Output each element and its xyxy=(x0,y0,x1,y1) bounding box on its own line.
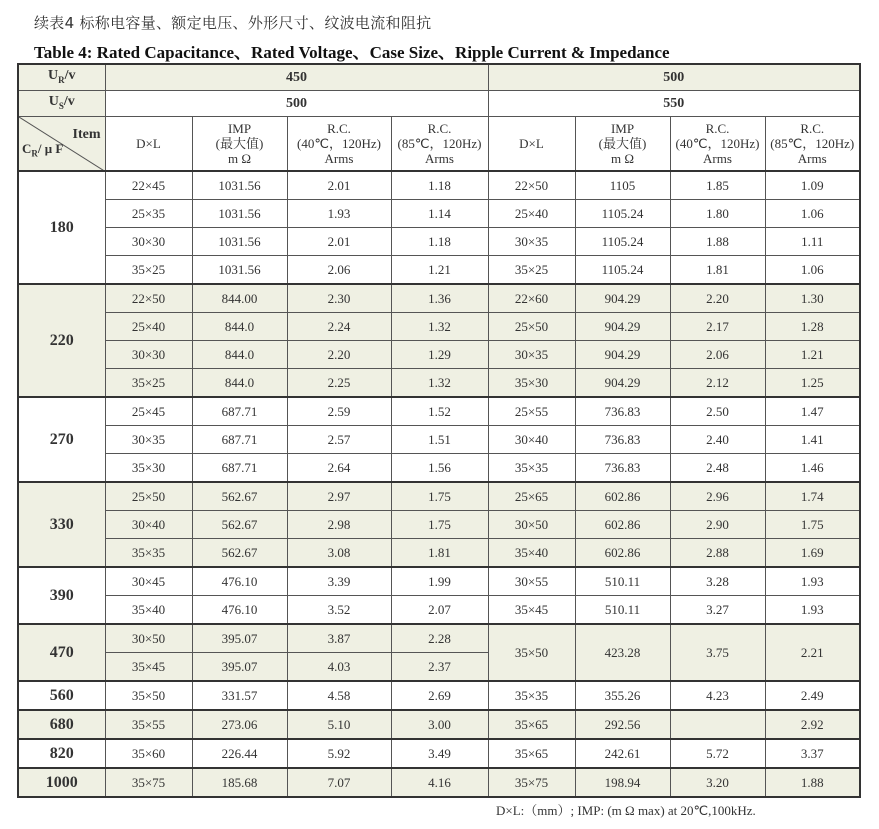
capacitance-cell: 680 xyxy=(18,710,105,739)
table-cell: 35×45 xyxy=(105,653,192,682)
table-row xyxy=(18,313,860,341)
table-cell: 3.52 xyxy=(287,596,391,625)
table-cell: 844.0 xyxy=(192,369,287,398)
table-cell: 904.29 xyxy=(575,341,670,369)
table-cell: 1.88 xyxy=(670,228,765,256)
table-cell: 22×50 xyxy=(488,171,575,200)
rc40-header-right: R.C. (40℃，120Hz) Arms xyxy=(670,117,765,172)
table-cell: 510.11 xyxy=(575,567,670,596)
table-cell: 5.10 xyxy=(287,710,391,739)
table-cell: 1.32 xyxy=(391,369,488,398)
us-value-left: 500 xyxy=(105,91,488,117)
capacitance-cell: 270 xyxy=(18,397,105,482)
table-cell: 292.56 xyxy=(575,710,670,739)
table-cell: 3.28 xyxy=(670,567,765,596)
table-cell: 25×35 xyxy=(105,200,192,228)
table-cell: 22×45 xyxy=(105,171,192,200)
table-row xyxy=(18,739,860,768)
table-cell: 687.71 xyxy=(192,454,287,483)
table-cell: 844.0 xyxy=(192,341,287,369)
capacitance-cell: 820 xyxy=(18,739,105,768)
table-cell: 35×30 xyxy=(488,369,575,398)
table-row xyxy=(18,341,860,369)
table-cell: 2.17 xyxy=(670,313,765,341)
rc85-header-left: R.C. (85℃，120Hz) Arms xyxy=(391,117,488,172)
table-cell: 1.74 xyxy=(765,482,860,511)
table-cell: 35×35 xyxy=(488,454,575,483)
cr-label: $C_R/$ μ F xyxy=(22,141,64,159)
table-row xyxy=(18,482,860,511)
table-cell: 1.75 xyxy=(765,511,860,539)
table-cell: 198.94 xyxy=(575,768,670,797)
table-cell-merged: 2.21 xyxy=(765,624,860,681)
imp-header-left: IMP (最大值) m Ω xyxy=(192,117,287,172)
table-cell-merged: 3.75 xyxy=(670,624,765,681)
table-cell: 2.98 xyxy=(287,511,391,539)
us-value-right: 550 xyxy=(488,91,860,117)
table-cell: 904.29 xyxy=(575,369,670,398)
table-cell: 5.92 xyxy=(287,739,391,768)
table-cell: 273.06 xyxy=(192,710,287,739)
table-cell: 4.03 xyxy=(287,653,391,682)
table-row xyxy=(18,624,860,653)
table-cell: 30×35 xyxy=(488,228,575,256)
table-row xyxy=(18,256,860,285)
table-cell: 35×75 xyxy=(105,768,192,797)
table-cell: 1105.24 xyxy=(575,228,670,256)
footnote: D×L:（mm）; IMP: (m Ω max) at 20℃,100kHz. xyxy=(496,803,756,818)
table-cell: 30×50 xyxy=(105,624,192,653)
table-cell: 1.93 xyxy=(765,596,860,625)
table-cell: 2.25 xyxy=(287,369,391,398)
table-cell: 1.18 xyxy=(391,228,488,256)
table-cell: 35×40 xyxy=(105,596,192,625)
table-cell: 2.97 xyxy=(287,482,391,511)
table-cell: 355.26 xyxy=(575,681,670,710)
table-cell: 3.20 xyxy=(670,768,765,797)
table-cell: 1.56 xyxy=(391,454,488,483)
table-cell: 35×35 xyxy=(105,539,192,568)
table-cell: 3.87 xyxy=(287,624,391,653)
table-cell: 35×50 xyxy=(105,681,192,710)
table-row xyxy=(18,539,860,568)
table-cell: 35×25 xyxy=(488,256,575,285)
table-cell: 30×35 xyxy=(488,341,575,369)
capacitance-cell: 180 xyxy=(18,171,105,284)
table-cell: 395.07 xyxy=(192,624,287,653)
table-cell: 476.10 xyxy=(192,567,287,596)
table-cell: 1.36 xyxy=(391,284,488,313)
spec-table xyxy=(17,63,861,798)
table-title-chinese: 续表4 标称电容量、额定电压、外形尺寸、纹波电流和阻抗 xyxy=(34,14,432,32)
table-cell: 4.23 xyxy=(670,681,765,710)
table-cell: 736.83 xyxy=(575,426,670,454)
dl-header-right: D×L xyxy=(488,117,575,172)
capacitance-cell: 330 xyxy=(18,482,105,567)
capacitance-cell: 1000 xyxy=(18,768,105,797)
table-cell: 1.32 xyxy=(391,313,488,341)
table-cell: 1.99 xyxy=(391,567,488,596)
table-cell: 25×40 xyxy=(105,313,192,341)
table-cell: 2.30 xyxy=(287,284,391,313)
table-cell: 1.25 xyxy=(765,369,860,398)
table-cell: 2.06 xyxy=(287,256,391,285)
table-cell: 1.14 xyxy=(391,200,488,228)
table-cell: 3.39 xyxy=(287,567,391,596)
table-cell: 3.27 xyxy=(670,596,765,625)
table-cell: 904.29 xyxy=(575,284,670,313)
table-cell: 1.85 xyxy=(670,171,765,200)
table-cell: 1.09 xyxy=(765,171,860,200)
table-cell: 35×25 xyxy=(105,256,192,285)
table-cell: 5.72 xyxy=(670,739,765,768)
column-header-row xyxy=(18,117,860,172)
table-cell: 1.69 xyxy=(765,539,860,568)
ur-value-right: 500 xyxy=(488,64,860,91)
table-row xyxy=(18,511,860,539)
table-cell: 35×65 xyxy=(488,739,575,768)
table-cell-merged: 35×50 xyxy=(488,624,575,681)
table-cell: 395.07 xyxy=(192,653,287,682)
table-cell: 904.29 xyxy=(575,313,670,341)
table-cell: 30×35 xyxy=(105,426,192,454)
table-row xyxy=(18,454,860,483)
table-cell: 736.83 xyxy=(575,397,670,426)
table-cell: 185.68 xyxy=(192,768,287,797)
table-cell: 2.24 xyxy=(287,313,391,341)
table-cell: 2.96 xyxy=(670,482,765,511)
table-cell: 2.50 xyxy=(670,397,765,426)
table-cell: 3.49 xyxy=(391,739,488,768)
table-cell: 35×55 xyxy=(105,710,192,739)
table-row xyxy=(18,284,860,313)
table-cell: 844.00 xyxy=(192,284,287,313)
table-cell: 2.48 xyxy=(670,454,765,483)
ur-label: $U_R/v$ xyxy=(18,64,105,91)
table-cell: 1031.56 xyxy=(192,228,287,256)
table-cell: 4.58 xyxy=(287,681,391,710)
table-cell: 1031.56 xyxy=(192,171,287,200)
table-cell: 2.01 xyxy=(287,171,391,200)
table-row xyxy=(18,171,860,200)
table-row xyxy=(18,596,860,625)
table-row xyxy=(18,228,860,256)
table-cell: 1.11 xyxy=(765,228,860,256)
table-cell: 844.0 xyxy=(192,313,287,341)
table-cell: 1.93 xyxy=(765,567,860,596)
table-cell: 25×50 xyxy=(105,482,192,511)
table-cell: 1.88 xyxy=(765,768,860,797)
table-cell: 2.28 xyxy=(391,624,488,653)
table-cell: 1.93 xyxy=(287,200,391,228)
table-cell: 1.41 xyxy=(765,426,860,454)
table-cell: 35×35 xyxy=(488,681,575,710)
table-cell: 2.49 xyxy=(765,681,860,710)
table-cell: 2.20 xyxy=(287,341,391,369)
table-cell: 1.75 xyxy=(391,511,488,539)
table-cell: 1.47 xyxy=(765,397,860,426)
item-capacitance-header xyxy=(18,117,105,172)
table-cell-merged: 423.28 xyxy=(575,624,670,681)
table-row xyxy=(18,681,860,710)
table-cell: 1.18 xyxy=(391,171,488,200)
table-cell: 2.06 xyxy=(670,341,765,369)
table-cell: 35×30 xyxy=(105,454,192,483)
capacitance-cell: 390 xyxy=(18,567,105,624)
table-cell: 30×40 xyxy=(105,511,192,539)
table-cell: 2.07 xyxy=(391,596,488,625)
table-cell: 4.16 xyxy=(391,768,488,797)
ur-value-left: 450 xyxy=(105,64,488,91)
table-cell: 30×50 xyxy=(488,511,575,539)
table-cell: 30×55 xyxy=(488,567,575,596)
table-cell: 1.80 xyxy=(670,200,765,228)
table-cell: 25×65 xyxy=(488,482,575,511)
table-cell: 687.71 xyxy=(192,426,287,454)
table-cell: 30×30 xyxy=(105,341,192,369)
table-cell xyxy=(670,710,765,739)
table-cell: 3.00 xyxy=(391,710,488,739)
table-cell: 1105.24 xyxy=(575,200,670,228)
table-cell: 2.37 xyxy=(391,653,488,682)
capacitance-cell: 470 xyxy=(18,624,105,681)
table-cell: 1031.56 xyxy=(192,200,287,228)
table-cell: 1.46 xyxy=(765,454,860,483)
table-cell: 1.06 xyxy=(765,256,860,285)
table-cell: 1.30 xyxy=(765,284,860,313)
table-cell: 30×40 xyxy=(488,426,575,454)
capacitance-cell: 560 xyxy=(18,681,105,710)
table-cell: 1.29 xyxy=(391,341,488,369)
table-cell: 602.86 xyxy=(575,482,670,511)
table-cell: 2.12 xyxy=(670,369,765,398)
table-title-english: Table 4: Rated Capacitance、Rated Voltage、Case Size、Ripple Current & Impedance xyxy=(34,43,670,62)
table-cell: 1.81 xyxy=(391,539,488,568)
rc40-header-left: R.C. (40℃，120Hz) Arms xyxy=(287,117,391,172)
table-cell: 602.86 xyxy=(575,539,670,568)
table-cell: 35×45 xyxy=(488,596,575,625)
table-cell: 2.69 xyxy=(391,681,488,710)
table-row xyxy=(18,710,860,739)
table-cell: 1.51 xyxy=(391,426,488,454)
table-row xyxy=(18,567,860,596)
table-cell: 1.52 xyxy=(391,397,488,426)
table-cell: 25×55 xyxy=(488,397,575,426)
table-cell: 7.07 xyxy=(287,768,391,797)
table-cell: 35×40 xyxy=(488,539,575,568)
table-cell: 331.57 xyxy=(192,681,287,710)
table-cell: 1.75 xyxy=(391,482,488,511)
table-cell: 22×60 xyxy=(488,284,575,313)
table-cell: 602.86 xyxy=(575,511,670,539)
surge-voltage-row xyxy=(18,91,860,117)
table-cell: 2.57 xyxy=(287,426,391,454)
table-cell: 35×65 xyxy=(488,710,575,739)
table-cell: 1.81 xyxy=(670,256,765,285)
table-cell: 562.67 xyxy=(192,539,287,568)
rated-voltage-row xyxy=(18,64,860,91)
table-cell: 687.71 xyxy=(192,397,287,426)
table-cell: 25×50 xyxy=(488,313,575,341)
table-cell: 2.88 xyxy=(670,539,765,568)
table-cell: 35×60 xyxy=(105,739,192,768)
table-cell: 2.40 xyxy=(670,426,765,454)
table-cell: 1.06 xyxy=(765,200,860,228)
table-cell: 476.10 xyxy=(192,596,287,625)
rc85-header-right: R.C. (85℃，120Hz) Arms xyxy=(765,117,860,172)
table-row xyxy=(18,426,860,454)
table-cell: 736.83 xyxy=(575,454,670,483)
table-cell: 30×45 xyxy=(105,567,192,596)
table-row xyxy=(18,200,860,228)
table-cell: 30×30 xyxy=(105,228,192,256)
capacitance-cell: 220 xyxy=(18,284,105,397)
table-cell: 1031.56 xyxy=(192,256,287,285)
table-cell: 2.92 xyxy=(765,710,860,739)
us-label: $U_S/v$ xyxy=(18,91,105,117)
table-cell: 35×25 xyxy=(105,369,192,398)
table-cell: 3.08 xyxy=(287,539,391,568)
table-cell: 3.37 xyxy=(765,739,860,768)
table-cell: 1105 xyxy=(575,171,670,200)
table-cell: 35×75 xyxy=(488,768,575,797)
table-cell: 510.11 xyxy=(575,596,670,625)
table-cell: 226.44 xyxy=(192,739,287,768)
table-cell: 1.21 xyxy=(391,256,488,285)
table-cell: 2.20 xyxy=(670,284,765,313)
table-row xyxy=(18,369,860,398)
table-cell: 22×50 xyxy=(105,284,192,313)
imp-header-right: IMP (最大值) m Ω xyxy=(575,117,670,172)
table-row xyxy=(18,397,860,426)
table-cell: 2.01 xyxy=(287,228,391,256)
table-cell: 1105.24 xyxy=(575,256,670,285)
table-cell: 242.61 xyxy=(575,739,670,768)
item-label: Item xyxy=(72,127,101,142)
table-cell: 2.64 xyxy=(287,454,391,483)
table-cell: 25×45 xyxy=(105,397,192,426)
table-cell: 2.90 xyxy=(670,511,765,539)
table-cell: 562.67 xyxy=(192,482,287,511)
table-cell: 1.28 xyxy=(765,313,860,341)
table-row xyxy=(18,768,860,797)
table-cell: 562.67 xyxy=(192,511,287,539)
table-cell: 2.59 xyxy=(287,397,391,426)
table-cell: 1.21 xyxy=(765,341,860,369)
dl-header-left: D×L xyxy=(105,117,192,172)
table-cell: 25×40 xyxy=(488,200,575,228)
